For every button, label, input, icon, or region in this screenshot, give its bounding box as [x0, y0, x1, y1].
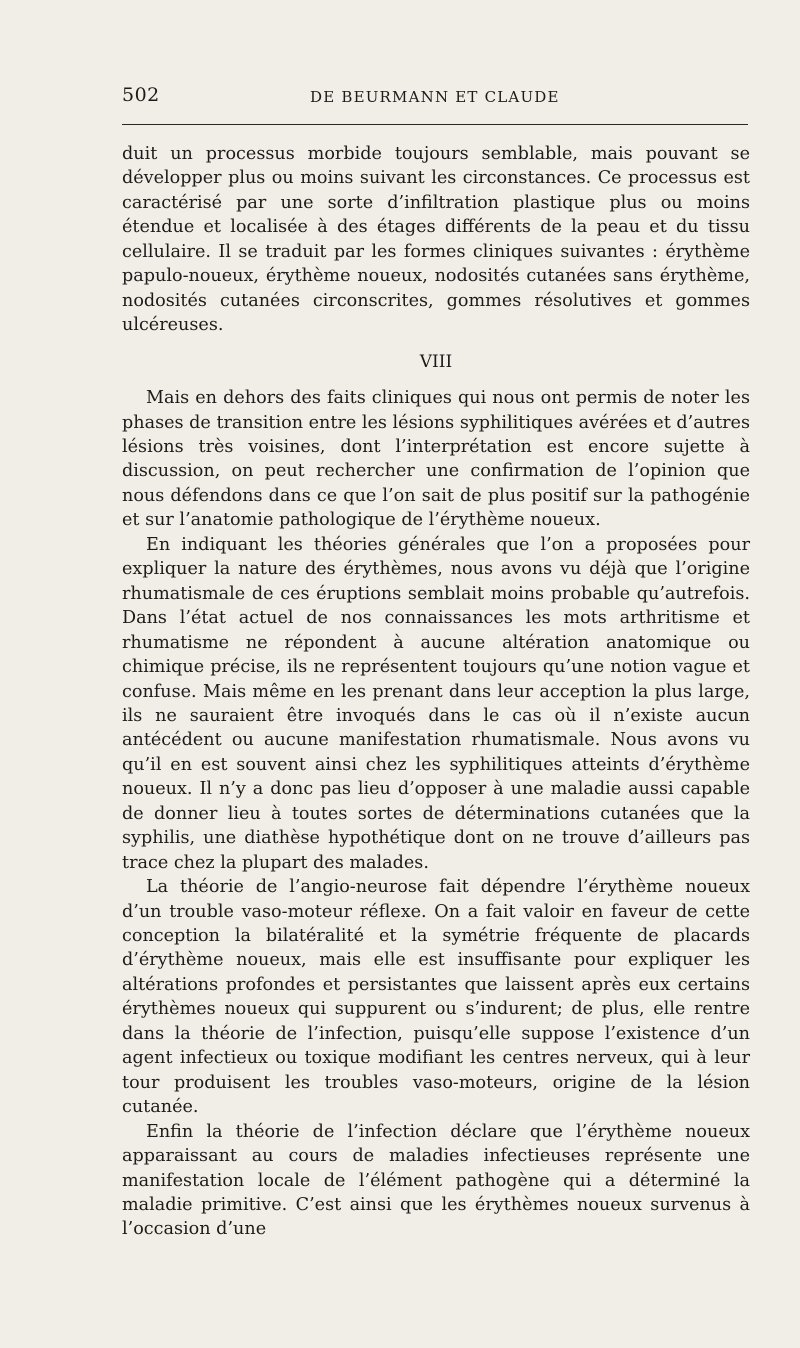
- paragraph: Enfin la théorie de l’infection déclare que l’érythème noueux apparaissant au cours de maladies infectieuses représente une manifestation locale de l’élément pathogène qui a déterminé la maladie primitive. C’est ainsi que les érythèmes noueux survenus à l’occasion d’une: [122, 1121, 750, 1240]
- page-header: [122, 84, 748, 114]
- paragraph: duit un processus morbide toujours semblable, mais pouvant se développer plus ou moins suivant les circonstances. Ce processus est caractérisé par une sorte d’infiltration plastique plus ou moins étendue et localisée à des étages différents de la peau et du tissu cellulaire. Il se traduit par les formes cliniques suivantes : érythème papulo-noueux, érythème noueux, nodosités cutanées sans érythème, nodosités cutanées circonscrites, gommes résolutives et gommes ulcéreuses.: [122, 144, 750, 336]
- paragraph: Mais en dehors des faits cliniques qui nous ont permis de noter les phases de transition entre les lésions syphilitiques avérées et d’autres lésions très voisines, dont l’interprétation est encore sujette à discussion, on peut rechercher une confirmation de l’opinion que nous défendons dans ce que l’on sait de plus positif sur la pathogénie et sur l’anatomie pathologique de l’érythème noueux.: [122, 388, 750, 531]
- section-title: VIII: [419, 351, 453, 372]
- paragraph: En indiquant les théories générales que l’on a proposées pour expliquer la nature des érythèmes, nous avons vu déjà que l’origine rhumatismale de ces éruptions semblait moins probable qu’autrefois. Dans l’état actuel de nos connaissances les mots arthritisme et rhumatisme ne répondent à aucune altération anatomique ou chimique précise, ils ne représentent toujours qu’une notion vague et confuse. Mais même en les prenant dans leur acception la plus large, ils ne sauraient être invoqués dans le cas où il n’existe aucun antécédent ou aucune manifestation rhumatismale. Nous avons vu qu’il en est souvent ainsi chez les syphilitiques atteints d’érythème noueux. Il n’y a donc pas lieu d’opposer à une maladie aussi capable de donner lieu à toutes sortes de déterminations cutanées que la syphilis, une diathèse hypothétique dont on ne trouve d’ailleurs pas trace chez la plupart des malades.: [122, 534, 750, 873]
- paragraph: La théorie de l’angio-neurose fait dépendre l’érythème noueux d’un trouble vaso-moteur réflexe. On a fait valoir en faveur de cette conception la bilatéralité et la symétrie fréquente de placards d’érythème noueux, mais elle est insuffisante pour expliquer les altérations profondes et persistantes que laissent après eux certains érythèmes noueux qui suppurent ou s’indurent; de plus, elle rentre dans la théorie de l’infection, puisqu’elle suppose l’existence d’un agent infectieux ou toxique modifiant les centres nerveux, qui à leur tour produisent les troubles vaso-moteurs, origine de la lésion cutanée.: [122, 877, 750, 1118]
- header-rule: [122, 124, 748, 125]
- page-number: 502: [122, 84, 160, 106]
- body-text: [122, 142, 750, 1242]
- running-head: DE BEURMANN ET CLAUDE: [310, 88, 560, 106]
